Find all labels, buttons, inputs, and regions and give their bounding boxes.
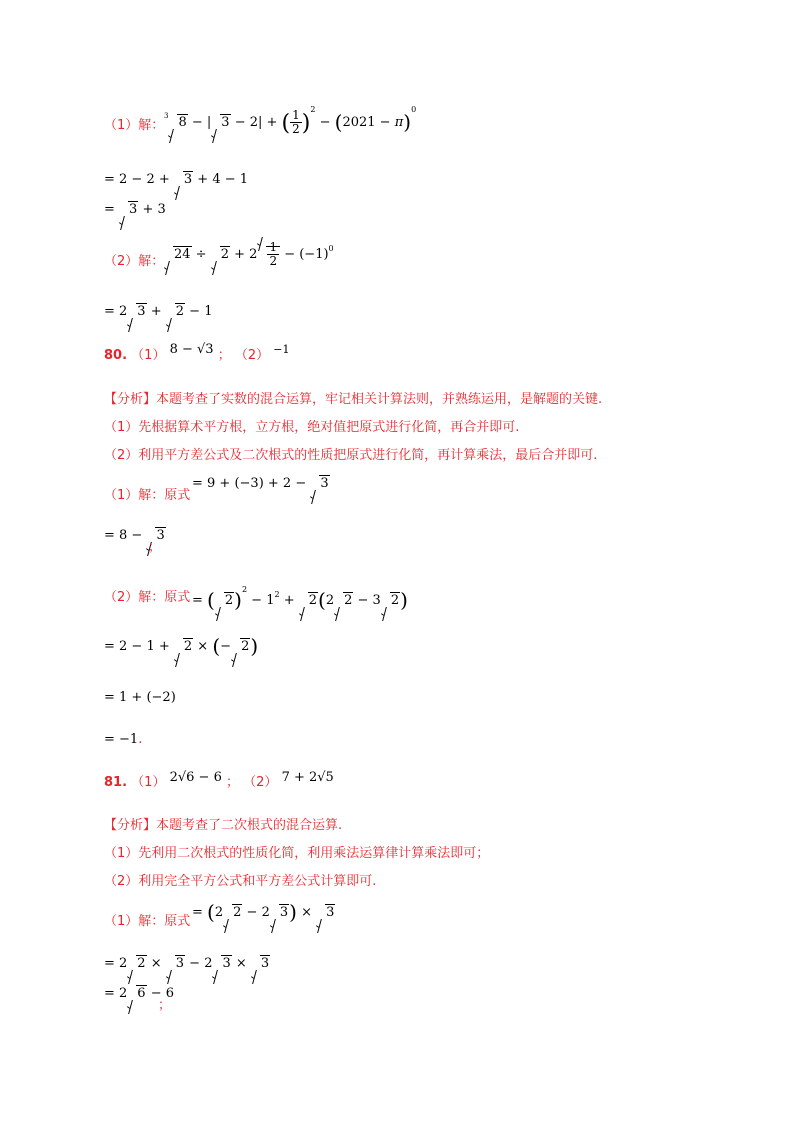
period: . <box>138 732 143 747</box>
math-expression: 24 ÷ 2 + 2 $\frac{1}{2}$ − $(-1)^0$ <box>164 236 334 268</box>
part-label: （2）解： <box>104 254 165 269</box>
solution-line <box>104 914 190 930</box>
analysis-text: 本题考查了实数的混合运算，牢记相关计算法则，并熟练运用，是解题的关键. <box>156 392 603 407</box>
analysis-tag: 【分析】 <box>104 392 157 407</box>
part-label: （1）解： <box>104 914 165 929</box>
answer-value: −1 <box>273 343 290 356</box>
solution-line <box>104 590 190 606</box>
separator: ； <box>226 775 240 790</box>
part-label: （1）解： <box>104 118 165 133</box>
solution-line <box>104 488 190 504</box>
math-step: = 1 + (−2) <box>104 690 176 705</box>
solution-line <box>104 118 164 134</box>
math-step: = −1. <box>104 732 143 747</box>
math-expression: = (2 2 − 2 3) × 3 <box>192 900 335 924</box>
math-step: = 2 6 − 6 <box>104 986 175 1001</box>
problem-number: 81. <box>104 775 128 790</box>
answer-line-80 <box>104 342 290 364</box>
answer-value: 7 + 2√5 <box>281 770 334 785</box>
math-expression: = 9 + (−3) + 2 − 3 <box>192 476 329 491</box>
analysis-step: （1）先根据算术平方根，立方根，绝对值把原式进行化简，再合并即可. <box>104 420 520 435</box>
analysis-line <box>104 392 602 408</box>
part-label: （1）解： <box>104 488 165 503</box>
original-label: 原式 <box>164 590 191 605</box>
math-step: = 2 − 1 + 2 × (− 2) <box>104 634 259 658</box>
math-step: = 2 2 × 3 − 2 3 × 3 <box>104 956 270 971</box>
original-label: 原式 <box>164 914 191 929</box>
answer-value: 2√6 − 6 <box>169 770 222 785</box>
math-step: = 2 3 + 2 − 1 <box>104 304 213 319</box>
analysis-line <box>104 818 342 834</box>
semicolon: ； <box>158 998 172 1013</box>
part-label: （1） <box>131 775 166 790</box>
problem-number: 80. <box>104 348 128 363</box>
part-label: （1） <box>131 348 166 363</box>
semicolon: ； <box>148 540 162 555</box>
analysis-step: （1）先利用二次根式的性质化简，利用乘法运算律计算乘法即可； <box>104 846 490 861</box>
part-label: （2） <box>234 348 270 363</box>
part-label: （2）解： <box>104 590 165 605</box>
analysis-text: 本题考查了二次根式的混合运算. <box>156 818 343 833</box>
answer-value: 8 − √3 <box>169 342 214 357</box>
math-expression: = ( $2)^2 - 1^2 + 2(2$ 2 − 3 2) <box>192 585 408 612</box>
math-step: = 2 − 2 + 3 + 4 − 1 <box>104 172 249 187</box>
answer-line-81 <box>104 770 334 791</box>
part-label: （2） <box>243 775 278 790</box>
analysis-tag: 【分析】 <box>104 818 157 833</box>
solution-line <box>104 254 164 270</box>
math-step: = 8 − 3 <box>104 528 165 543</box>
analysis-step: （2）利用平方差公式及二次根式的性质把原式进行化简，再计算乘法，最后合并即可. <box>104 448 598 463</box>
separator: ； <box>217 348 231 363</box>
math-step: = 3 + 3 <box>104 202 166 217</box>
analysis-step: （2）利用完全平方公式和平方差公式计算即可. <box>104 874 377 889</box>
math-expression: $^3$ 8 − | 3 − 2| + ( $\frac{1}{2}$ )$^2 - (2021 - \pi)^0$ <box>164 105 417 136</box>
original-label: 原式 <box>164 488 191 503</box>
